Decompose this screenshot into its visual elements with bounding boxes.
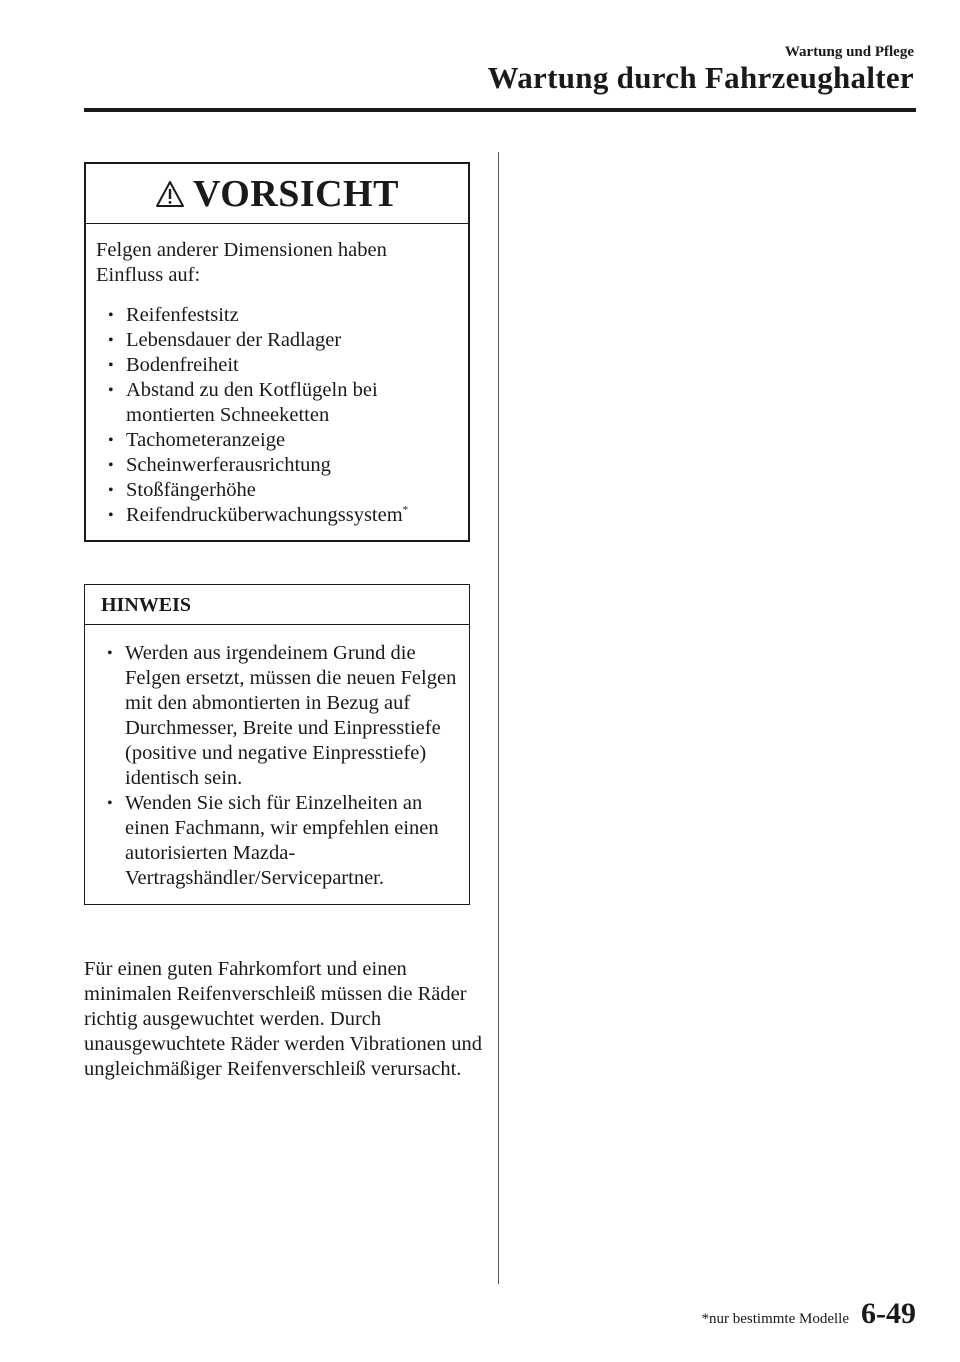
caution-item	[96, 503, 458, 528]
footnote: *nur bestimmte Modelle	[701, 1311, 849, 1327]
body-paragraph: Für einen guten Fahrkomfort und einen minimalen Reifenverschleiß müssen die Räder richtig ausgewuchtet werden. Durch unausgewuchtete Räder werden Vibrationen und ungleichmäßiger Reifenverschleiß verursacht.	[84, 958, 483, 1080]
caution-item: • Bodenfreiheit	[96, 353, 458, 378]
caution-item: • Scheinwerferausrichtung	[96, 453, 458, 478]
caution-body	[86, 224, 468, 528]
caution-item-text: Reifendrucküberwachungssystem	[126, 504, 403, 526]
page-footer	[702, 1297, 916, 1331]
caution-item: • Stoßfängerhöhe	[96, 478, 458, 503]
caution-header	[86, 164, 468, 224]
caution-list	[96, 303, 458, 528]
page-number: 6-49	[861, 1297, 916, 1330]
note-list	[95, 641, 459, 891]
note-item: • Wenden Sie sich für Einzelheiten an einen Fachmann, wir empfehlen einen autorisierten Mazda-Vertragshändler/Servicepartner.	[95, 791, 459, 891]
note-body	[85, 625, 469, 891]
section-label: Wartung und Pflege	[784, 44, 914, 60]
note-item: • Werden aus irgendeinem Grund die Felgen ersetzt, müssen die neuen Felgen mit den abmontierten in Bezug auf Durchmesser, Breite und Einpresstiefe (positive und negative Einpresstiefe) identisch sein.	[95, 641, 459, 791]
caution-intro: Felgen anderer Dimensionen haben Einfluss auf:	[96, 239, 387, 286]
note-title: HINWEIS	[85, 585, 469, 625]
caution-item: • Lebensdauer der Radlager	[96, 328, 458, 353]
footnote-mark: *	[402, 504, 409, 517]
note-box	[84, 584, 470, 905]
caution-item: • Tachometeranzeige	[96, 428, 458, 453]
page-title: Wartung durch Fahrzeughalter	[487, 60, 914, 95]
caution-item: • Abstand zu den Kotflügeln bei montierten Schneeketten	[96, 378, 458, 428]
caution-title: VORSICHT	[193, 172, 399, 215]
caution-item: • Reifenfestsitz	[96, 303, 458, 328]
warning-triangle-icon	[155, 180, 185, 208]
header-rule	[84, 108, 916, 112]
column-divider	[498, 152, 499, 1284]
caution-box	[84, 162, 470, 542]
